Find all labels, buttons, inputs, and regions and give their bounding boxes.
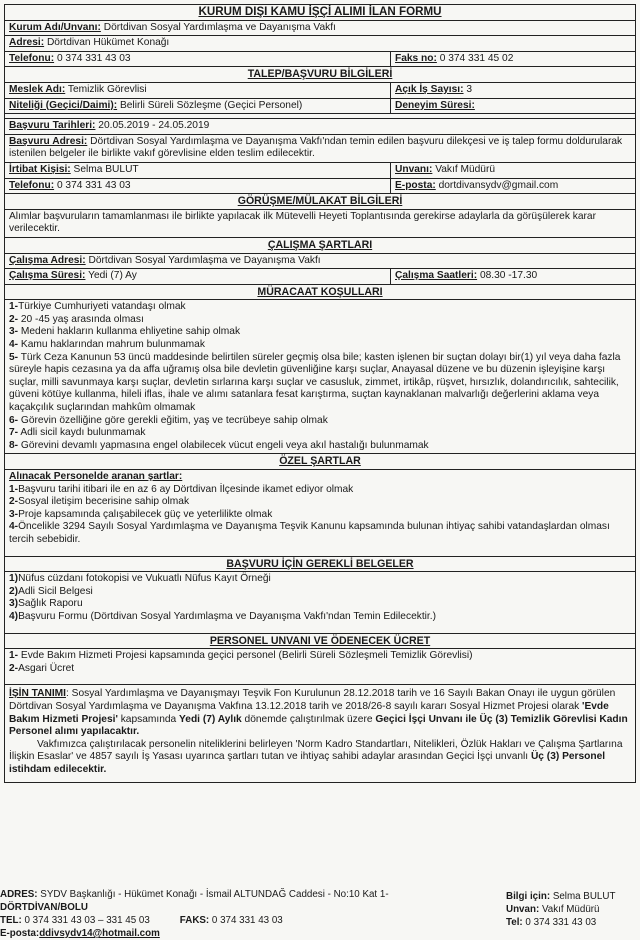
gorusme-text-row <box>5 210 635 238</box>
acik-is-label: Açık İş Sayısı: <box>395 83 464 95</box>
is-tanimi-text-1c: kapsamında <box>117 713 180 725</box>
personel-heading: PERSONEL UNVANI VE ÖDENECEK ÜCRET <box>209 634 431 647</box>
is-tanimi-text-1a: : Sosyal Yardımlaşma ve Dayanışmayı Teşvik Fon Kurulunun 28.12.2018 tarih ve 16 Sayılı Bakan Onayı ile uygun görülen Dörtdivan Sosyal Yardımlaşma ve Dayanışma Vakfına 13.12.2018 tarih ve 2018/26-8 sayılı kararı Sosyal Hizmet Projesi olarak <box>9 688 616 712</box>
personel-item-text: Evde Bakım Hizmeti Projesi kapsamında geçici personel (Belirli Süreli Sözleşmeli Temizlik Görevlisi) <box>18 650 473 662</box>
belgeler-item <box>9 598 631 611</box>
muracaat-item-text: Kamu haklarından mahrum bulunmamak <box>18 339 205 351</box>
calisma-adres-row <box>5 254 635 270</box>
is-tanimi-paragraph-1 <box>9 688 631 738</box>
personel-item <box>9 663 631 676</box>
ozel-item-number: 4- <box>9 521 19 533</box>
calisma-sure-row <box>5 269 635 285</box>
ozel-subheading: Alınacak Personelde aranan şartlar: <box>9 471 183 482</box>
calisma-heading-row <box>5 238 635 254</box>
ozel-item <box>9 484 631 497</box>
belgeler-item-number: 1) <box>9 573 19 585</box>
muracaat-item-number: 2- <box>9 313 19 325</box>
muracaat-item-text: Türkiye Cumhuriyeti vatandaşı olmak <box>18 301 186 313</box>
belgeler-item-text: Nüfus cüzdanı fotokopisi ve Vukuatlı Nüfus Kayıt Örneği <box>18 573 271 585</box>
muracaat-item-text: Görevin özelliğine göre gerekli eğitim, yaş ve tecrübeye sahip olmak <box>18 414 328 426</box>
meslek-row <box>5 83 635 99</box>
muracaat-item <box>9 415 631 428</box>
footer-eposta-label: E-posta: <box>0 928 40 939</box>
is-tanimi-paragraph-2 <box>9 739 631 777</box>
calisma-saat-value: 08.30 -17.30 <box>479 270 538 282</box>
adres-label: Adresi: <box>9 37 45 49</box>
ozel-item-number: 3- <box>9 508 19 520</box>
footer-unvan-label: Unvan: <box>506 904 540 915</box>
form-table <box>4 4 636 783</box>
belgeler-item-number: 2) <box>9 585 19 597</box>
muracaat-item-number: 1- <box>9 301 19 313</box>
calisma-sure-value: Yedi (7) Ay <box>88 270 137 282</box>
ozel-item <box>9 521 631 546</box>
irtibat-label: İrtibat Kişisi: <box>9 163 71 175</box>
personel-list-row <box>5 649 635 685</box>
footer-unvan-value: Vakıf Müdürü <box>539 904 600 915</box>
belgeler-list <box>9 573 631 623</box>
personel-heading-row <box>5 634 635 650</box>
faks-label: Faks no: <box>395 52 437 64</box>
tarih-label: Başvuru Tarihleri: <box>9 120 96 132</box>
personel-item-text: Asgari Ücret <box>18 662 75 674</box>
is-tanimi-text-1d: Yedi (7) Aylık <box>179 713 242 725</box>
calisma-adres-label: Çalışma Adresi: <box>9 254 86 266</box>
personel-list <box>9 650 631 675</box>
is-tanimi-label: İŞİN TANIMI <box>9 688 66 700</box>
acik-is-value: 3 <box>466 83 473 95</box>
muracaat-item-text: 20 -45 yaş arasında olması <box>18 313 144 325</box>
muracaat-item-text: Görevini devamlı yapmasına engel olabilecek vücut engeli veya akıl hastalığı bulunmamak <box>18 439 429 451</box>
ozel-item-number: 2- <box>9 496 19 508</box>
belgeler-item-text: Başvuru Formu (Dörtdivan Sosyal Yardımlaşma ve Dayanışma Vakfı'ndan Temin Edilecektir.) <box>18 610 436 622</box>
ozel-list <box>9 484 631 547</box>
talep-heading: TALEP/BAŞVURU BİLGİLERİ <box>247 68 393 81</box>
footer-adres-value: SYDV Başkanlığı - Hükümet Konağı - İsmail ALTUNDAĞ Caddesi - No:10 Kat 1- <box>37 889 389 900</box>
personel-item <box>9 650 631 663</box>
footer-bilgi-value: Selma BULUT <box>550 891 616 902</box>
irtibat-tel-label: Telefonu: <box>9 179 55 191</box>
muracaat-item-number: 5- <box>9 351 19 363</box>
ozel-item <box>9 496 631 509</box>
personel-item-number: 2- <box>9 662 19 674</box>
irtibat-row <box>5 163 635 179</box>
kurum-value: Dörtdivan Sosyal Yardımlaşma ve Dayanışma Vakfı <box>103 21 336 33</box>
footer-eposta-value[interactable]: ddivsydv14@hotmail.com <box>39 928 160 939</box>
talep-heading-row <box>5 67 635 83</box>
muracaat-item-text: Türk Ceza Kanunun 53 üncü maddesinde belirtilen süreler geçmiş olsa bile; kasten işlenen bir suçtan dolayı bir(1) yıl veya daha fazla süreyle hapis cezasına ya da affa uğramış olsa bile devletin güvenliğine karşı suçlar, Anayasal düzene ve bu düzenin işleyişine karşı suçlar, milli savunmaya karşı suçlar, devletin sırlarına karşı suçlar ve casusluk, zimmet, irtikâp, rüşvet, hırsızlık, dolandırıcılık, sahtecilik, güveni kötüye kullanma, hileli iflas, ihale ve alımı satanlara fesat karıştırma, suçtan kaynaklanan malvarlığı değerlerini aklama veya kaçakçılık suçlarından mahkûm olmamak <box>9 351 621 414</box>
calisma-saat-label: Çalışma Saatleri: <box>395 270 478 282</box>
footer-tel2-value: 0 374 331 43 03 <box>522 917 597 928</box>
basvuru-sekli-row <box>5 135 635 163</box>
muracaat-item-number: 7- <box>9 427 19 439</box>
muracaat-heading: MÜRACAAT KOŞULLARI <box>257 285 383 298</box>
ozel-item-text: Sosyal iletişim becerisine sahip olmak <box>18 496 190 508</box>
ozel-heading: ÖZEL ŞARTLAR <box>279 455 361 468</box>
nitelik-row <box>5 99 635 115</box>
ozel-item <box>9 509 631 522</box>
ozel-item-text: Proje kapsamında çalışabilecek güç ve yeterlilikte olmak <box>18 508 273 520</box>
ozel-item-text: Başvuru tarihi itibari ile en az 6 ay Dörtdivan İlçesinde ikamet ediyor olmak <box>18 483 354 495</box>
belgeler-item <box>9 586 631 599</box>
nitelik-label: Niteliği (Geçici/Daimi): <box>9 99 118 111</box>
muracaat-item-text: Medeni hakların kullanma ehliyetine sahip olmak <box>18 326 241 338</box>
footer-faks-label: FAKS: <box>179 915 210 926</box>
is-tanimi-text-2a: Vakfımızca çalıştırılacak personelin niteliklerini belirleyen 'Norm Kadro Standartları, Nitelikleri, Özlük Hakları ve Çalışma Şartlarına İlişkin Esaslar' ve 4857 sayılı İş Yasası uyarınca şartları tutan ve ihtiyaç sahibi adaylar arasından Geçici İşçi unvanlı <box>9 738 623 763</box>
is-tanimi-text-1e: dönemde çalıştırılmak üzere <box>241 713 376 725</box>
meslek-value: Temizlik Görevlisi <box>67 83 147 95</box>
irtibat-value: Selma BULUT <box>73 163 139 175</box>
muracaat-list-row <box>5 300 635 454</box>
belgeler-heading: BAŞVURU İÇİN GEREKLİ BELGELER <box>226 557 414 570</box>
muracaat-list <box>5 300 635 453</box>
calisma-adres-value: Dörtdivan Sosyal Yardımlaşma ve Dayanışma Vakfı <box>88 254 321 266</box>
deneyim-label: Deneyim Süresi: <box>395 99 475 111</box>
footer-adres-label: ADRES: <box>0 889 38 900</box>
eposta-value: dortdivansydv@gmail.com <box>438 179 559 191</box>
telefon-faks-row <box>5 52 635 68</box>
form-page <box>4 4 636 783</box>
muracaat-item <box>9 326 631 339</box>
footer-right <box>506 890 640 929</box>
nitelik-value: Belirli Süreli Sözleşme (Geçici Personel) <box>119 99 303 111</box>
telefon-value: 0 374 331 43 03 <box>56 52 131 64</box>
irtibat-tel-row <box>5 179 635 195</box>
belgeler-item-text: Adli Sicil Belgesi <box>18 585 93 597</box>
kurum-label: Kurum Adı/Unvanı: <box>9 21 101 33</box>
belgeler-heading-row <box>5 557 635 573</box>
unvan-label: Unvanı: <box>395 163 433 175</box>
is-tanimi-row <box>5 685 635 782</box>
muracaat-item-text: Adli sicil kaydı bulunmamak <box>18 427 146 439</box>
muracaat-item <box>9 440 631 453</box>
muracaat-item-number: 6- <box>9 414 19 426</box>
gorusme-text: Alımlar başvuruların tamamlanması ile birlikte yapılacak ilk Mütevelli Heyeti Toplantısında gerekirse adaylarla da görüşülerek karar verilecektir. <box>9 210 596 235</box>
basvuru-sekli-label: Başvuru Adresi: <box>9 135 88 147</box>
calisma-sure-label: Çalışma Süresi: <box>9 270 86 282</box>
belgeler-item <box>9 573 631 586</box>
eposta-label: E-posta: <box>395 179 436 191</box>
irtibat-tel-value: 0 374 331 43 03 <box>56 179 131 191</box>
meslek-label: Meslek Adı: <box>9 83 66 95</box>
form-title: KURUM DIŞI KAMU İŞÇİ ALIMI İLAN FORMU <box>198 5 442 18</box>
gorusme-heading-row <box>5 194 635 210</box>
is-tanimi-text-2b: Üç (3) Personel istihdam edilecektir. <box>9 751 606 775</box>
footer-tel-value: 0 374 331 43 03 – 331 45 03 <box>21 915 150 926</box>
calisma-heading: ÇALIŞMA ŞARTLARI <box>267 238 373 251</box>
gorusme-heading: GÖRÜŞME/MÜLAKAT BİLGİLERİ <box>237 195 403 208</box>
belgeler-list-row <box>5 572 635 633</box>
muracaat-item-number: 3- <box>9 326 19 338</box>
belgeler-item-number: 4) <box>9 610 19 622</box>
footer-tel2-label: Tel: <box>506 917 523 928</box>
belgeler-item-number: 3) <box>9 598 19 610</box>
footer-faks-value: 0 374 331 43 03 <box>209 915 283 926</box>
muracaat-item-number: 4- <box>9 339 19 351</box>
footer-left <box>0 888 470 940</box>
muracaat-item <box>9 301 631 314</box>
muracaat-item <box>9 352 631 415</box>
is-tanimi-text-1f: Geçici İşçi Unvanı ile Üç (3) Temizlik Görevlisi Kadın Personel alımı yapılacaktır. <box>9 713 628 738</box>
unvan-value: Vakıf Müdürü <box>435 163 496 175</box>
personel-item-number: 1- <box>9 650 19 662</box>
ozel-list-row <box>5 470 635 557</box>
muracaat-item-number: 8- <box>9 439 19 451</box>
is-tanimi-text-1b: 'Evde Bakım Hizmeti Projesi' <box>9 700 609 725</box>
belgeler-item <box>9 611 631 624</box>
faks-value: 0 374 331 45 02 <box>439 52 514 64</box>
muracaat-item <box>9 339 631 352</box>
adres-value: Dörtdivan Hükümet Konağı <box>46 37 170 49</box>
footer-tel-label: TEL: <box>0 915 22 926</box>
kurum-row <box>5 21 635 37</box>
adres-row <box>5 36 635 52</box>
muracaat-item <box>9 427 631 440</box>
tarih-row <box>5 118 635 135</box>
ozel-item-text: Öncelikle 3294 Sayılı Sosyal Yardımlaşma ve Dayanışma Teşvik Kanunu kapsamında bulunan ihtiyaç sahibi vatandaşlardan olması tercih sebebidir. <box>9 521 610 545</box>
tarih-value: 20.05.2019 - 24.05.2019 <box>98 120 210 132</box>
ozel-item-number: 1- <box>9 483 19 495</box>
footer-adres-city: DÖRTDİVAN/BOLU <box>0 902 88 913</box>
form-title-row <box>5 5 635 21</box>
muracaat-item <box>9 314 631 327</box>
basvuru-sekli-value: Dörtdivan Sosyal Yardımlaşma ve Dayanışma Vakfı'ndan temin edilen başvuru dilekçesi ve iş talep formu doldurularak istenilen belgeler ile birlikte vakıf görevlisine elden teslim edilecektir. <box>9 135 623 160</box>
belgeler-item-text: Sağlık Raporu <box>18 598 83 610</box>
muracaat-heading-row <box>5 285 635 301</box>
ozel-heading-row <box>5 454 635 470</box>
footer-bilgi-label: Bilgi için: <box>506 891 551 902</box>
telefon-label: Telefonu: <box>9 52 55 64</box>
